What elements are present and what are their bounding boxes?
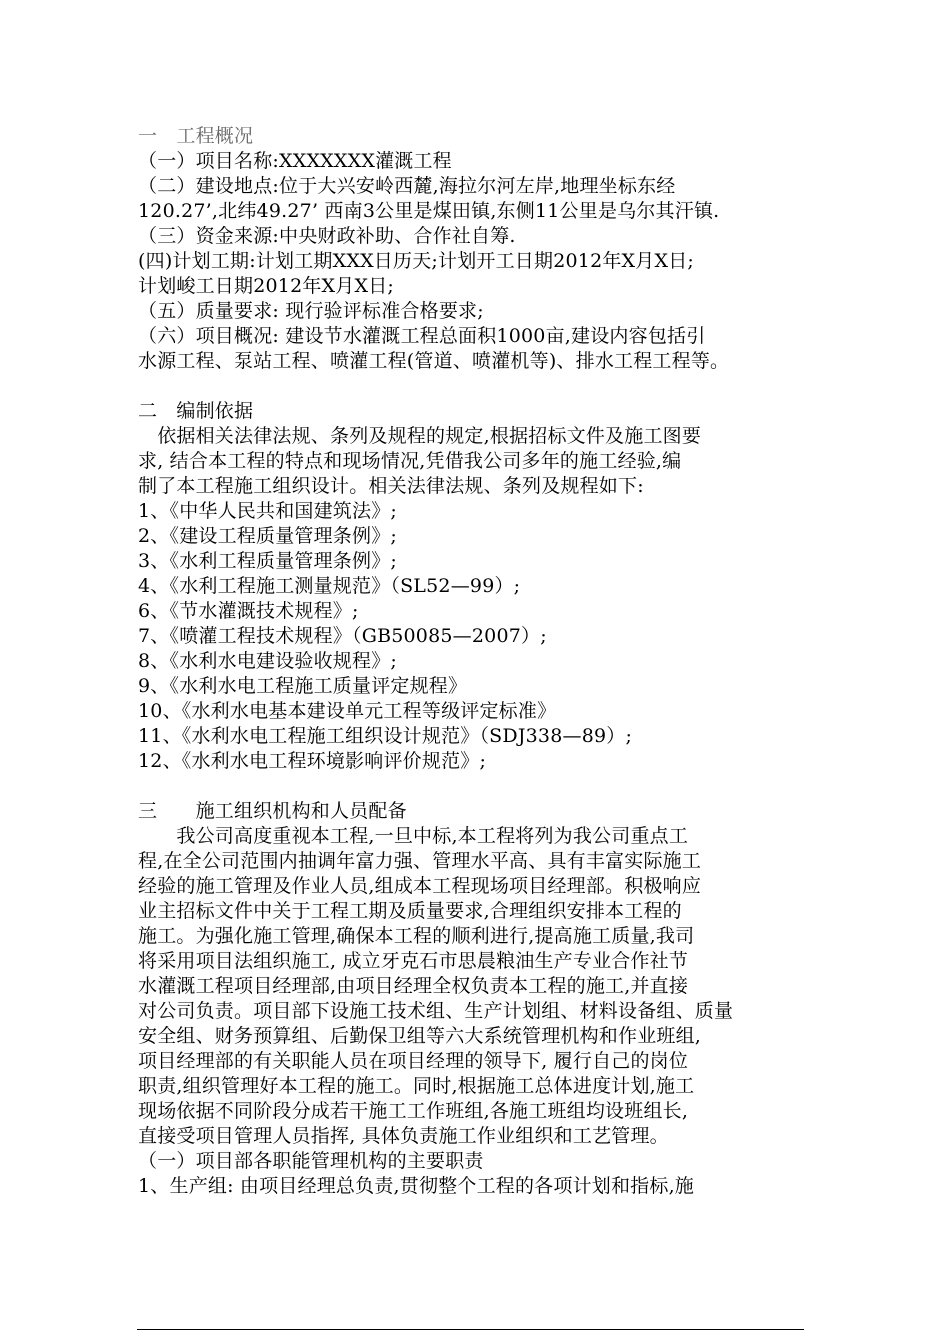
text-line: （一）项目名称:XXXXXXX灌溉工程 — [138, 150, 452, 172]
text-line: 制了本工程施工组织设计。相关法律法规、条列及规程如下: — [138, 475, 644, 497]
text-line: （三）资金来源:中央财政补助、合作社自筹. — [138, 225, 516, 247]
text-line: 业主招标文件中关于工程工期及质量要求,合理组织安排本工程的 — [138, 900, 682, 922]
text-line: 计划峻工日期2012年X月X日; — [138, 275, 395, 297]
text-line: 依据相关法律法规、条列及规程的规定,根据招标文件及施工图要 — [138, 425, 702, 447]
subsection-heading: （一）项目部各职能管理机构的主要职责 — [138, 1150, 484, 1172]
text-line: 现场依据不同阶段分成若干施工工作班组,各施工班组均设班组长, — [138, 1100, 689, 1122]
section-heading-overview: 一 工程概况 — [138, 125, 254, 147]
text-line: 水源工程、泵站工程、喷灌工程(管道、喷灌机等)、排水工程工程等。 — [138, 350, 730, 372]
text-line: （二）建设地点:位于大兴安岭西麓,海拉尔河左岸,地理坐标东经 — [138, 175, 676, 197]
text-line: 对公司负责。项目部下设施工技术组、生产计划组、材料设备组、质量 — [138, 1000, 734, 1022]
section-heading-basis: 二 编制依据 — [138, 400, 254, 422]
list-item: 1、《中华人民共和国建筑法》; — [138, 500, 397, 522]
footer-divider — [137, 1329, 804, 1330]
text-line: 120.27’,北纬49.27’ 西南3公里是煤田镇,东侧11公里是乌尔其汗镇. — [138, 200, 720, 222]
list-item: 11、《水利水电工程施工组织设计规范》（SDJ338—89）; — [138, 725, 633, 747]
list-item: 12、《水利水电工程环境影响评价规范》; — [138, 750, 487, 772]
section-heading-organization: 三 施工组织机构和人员配备 — [138, 800, 407, 822]
text-line: 将采用项目法组织施工, 成立牙克石市思晨粮油生产专业合作社节 — [138, 950, 689, 972]
text-line: (四)计划工期:计划工期XXX日历天;计划开工日期2012年X月X日; — [138, 250, 695, 272]
text-line: 经验的施工管理及作业人员,组成本工程现场项目经理部。积极响应 — [138, 875, 702, 897]
text-line: 1、生产组: 由项目经理总负责,贯彻整个工程的各项计划和指标,施 — [138, 1175, 695, 1197]
text-line: 程,在全公司范围内抽调年富力强、管理水平高、具有丰富实际施工 — [138, 850, 702, 872]
list-item: 7、《喷灌工程技术规程》（GB50085—2007）; — [138, 625, 547, 647]
text-line: 直接受项目管理人员指挥, 具体负责施工作业组织和工艺管理。 — [138, 1125, 669, 1147]
list-item: 10、《水利水电基本建设单元工程等级评定标准》 — [138, 700, 557, 722]
text-line: 水灌溉工程项目经理部,由项目经理全权负责本工程的施工,并直接 — [138, 975, 689, 997]
text-line: （六）项目概况: 建设节水灌溉工程总面积1000亩,建设内容包括引 — [138, 325, 706, 347]
text-line: 施工。为强化施工管理,确保本工程的顺利进行,提高施工质量,我司 — [138, 925, 695, 947]
list-item: 3、《水利工程质量管理条例》; — [138, 550, 397, 572]
text-line: 我公司高度重视本工程,一旦中标,本工程将列为我公司重点工 — [138, 825, 689, 847]
text-line: 安全组、财务预算组、后勤保卫组等六大系统管理机构和作业班组, — [138, 1025, 702, 1047]
text-line: 职责,组织管理好本工程的施工。同时,根据施工总体进度计划,施工 — [138, 1075, 695, 1097]
list-item: 9、《水利水电工程施工质量评定规程》 — [138, 675, 468, 697]
text-line: 求, 结合本工程的特点和现场情况,凭借我公司多年的施工经验,编 — [138, 450, 682, 472]
text-line: 项目经理部的有关职能人员在项目经理的领导下, 履行自己的岗位 — [138, 1050, 689, 1072]
list-item: 6、《节水灌溉技术规程》; — [138, 600, 359, 622]
list-item: 2、《建设工程质量管理条例》; — [138, 525, 397, 547]
text-line: （五）质量要求: 现行验评标准合格要求; — [138, 300, 484, 322]
list-item: 8、《水利水电建设验收规程》; — [138, 650, 397, 672]
list-item: 4、《水利工程施工测量规范》（SL52—99）; — [138, 575, 521, 597]
